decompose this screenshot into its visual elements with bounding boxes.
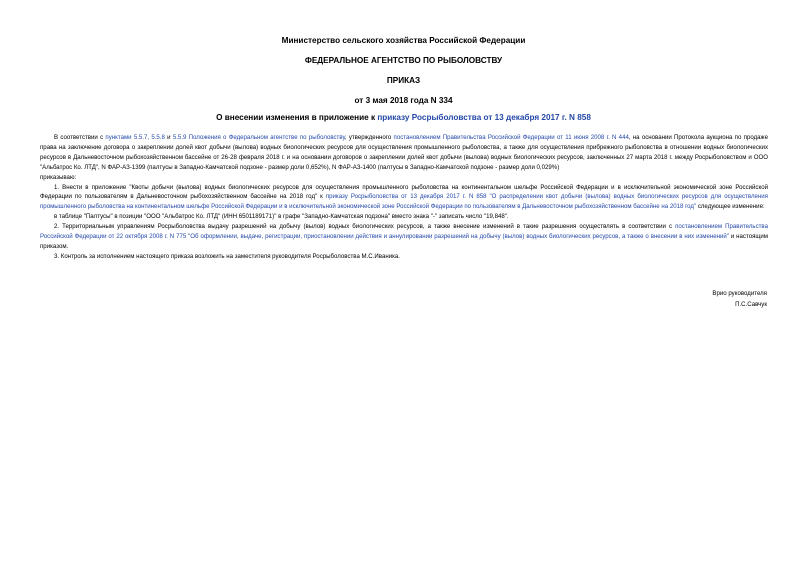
government-decree-link[interactable]: постановлением Правительства Российской Федерации от 11 июня 2008 г. N 444 [393,134,629,141]
clause-2-text-b: и настоящим приказом. [40,233,768,250]
ministry-heading: Министерство сельского хозяйства Российской Федерации [281,36,526,45]
signatory-position: Врио руководителя [712,290,767,297]
preamble-text-and: и [164,134,173,141]
clause-1-paragraph [40,183,768,213]
clause-3-paragraph: 3. Контроль за исполнением настоящего приказа возложить на заместителя руководителя Росрыболовства М.С.Иваника. [54,252,400,260]
decree-775-link[interactable]: постановлением Правительства Российской Федерации от 22 октября 2008 г. N 775 "Об оформлении, выдаче, регистрации, приостановлении действия и аннулировании разрешений на добычу (вылов) водных биологических ресурсов, а также о внесении в них изменений" [40,223,768,241]
clause-1-text-b: следующее изменение: [696,203,765,211]
signature-block [712,289,767,310]
preamble-paragraph [40,133,768,173]
clause-2-text-a: 2. Территориальным управлениям Росрыболовства выдачу разрешений на добычу (вылов) водных биологических ресурсов, а также внесение изменений в такие разрешения осуществлять в соответствии с [54,223,676,231]
preamble-text-a: В соответствии с [54,134,106,141]
preamble-text-c: , на основании Протокола аукциона по продаже права на заключение договора о закреплении долей квот добычи (вылова) водных биологических ресурсов для осуществления промышленного рыболовства, а также для осуществления прибрежного рыболовства в отношении водных биологических ресурсов в Дальневосточном рыбохозяйственном бассейне от 26-28 февраля 2018 г. и на основании договоров о закреплении долей квот добычи (вылова) водных биологических ресурсов, заключенных 27 марта 2018 г. между Росрыболовством и ООО "Альбатрос Ко. ЛТД", N ФАР-АЗ-1399 (палтусы в Западно-Камчатской подзоне - размер доли 0,652%), N ФАР-АЗ-1400 (палтусы в Западно-Камчатской подзоне - размер доли 0,029%) [40,134,768,171]
doc-type-heading: ПРИКАЗ [386,76,421,85]
points-link[interactable]: пунктами 5.5.7, 5.5.8 [105,134,165,141]
date-number-heading: от 3 мая 2018 года N 334 [354,96,453,105]
regulation-link[interactable]: 5.5.9 Положения о Федеральном агентстве по рыболовству [172,134,345,141]
clause-2-paragraph [40,222,768,252]
document-title [40,113,767,123]
table-change-paragraph: в таблице "Палтусы" в позиции "ООО "Альбатрос Ко. ЛТД" (ИНН 6501189171)" в графе "Западно-Камчатская подзона" вместо знака "-" записать число "19,848". [54,213,509,221]
agency-heading: ФЕДЕРАЛЬНОЕ АГЕНТСТВО ПО РЫБОЛОВСТВУ [304,56,503,65]
clause-1-text-a: 1. Внести в приложение "Квоты добычи (вылова) водных биологических ресурсов для осуществления промышленного рыболовства на континентальном шельфе Российской Федерации и в исключительной экономической зоне Российской Федерации по пользователям в Дальневосточном рыбохозяйственном бассейне на 2018 год" к [40,183,768,201]
title-prefix: О внесении изменения в приложение к [216,113,378,122]
order-858-link[interactable]: приказу Росрыболовства от 13 декабря 2017 г. N 858 "О распределении квот добычи (вылова) водных биологических ресурсов для осуществления промышленного рыболовства на континентальном шельфе Российской Федерации и в исключительной экономической зоне Российской Федерации по пользователям в Дальневосточном рыбохозяйственном бассейне на 2018 год" [40,193,768,211]
order-word: приказываю: [40,173,77,181]
title-order-link[interactable]: приказу Росрыболовства от 13 декабря 2017 г. N 858 [377,113,591,122]
preamble-text-b: , утвержденного [344,134,394,141]
document-body [40,133,768,262]
signatory-name: П.С.Савчук [735,300,767,308]
